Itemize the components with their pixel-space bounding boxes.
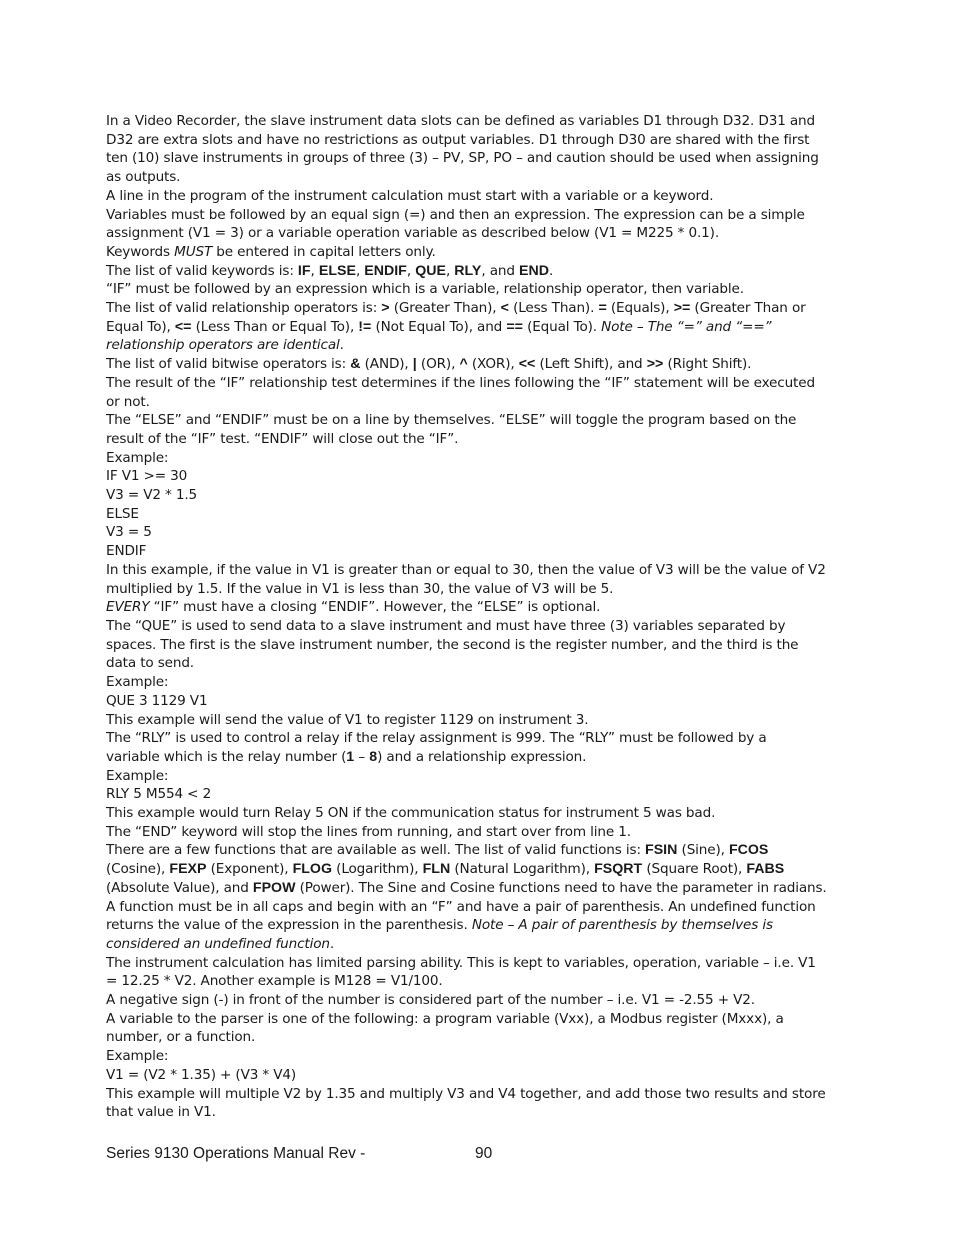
text-line bbox=[106, 131, 854, 150]
text-run: = 12.25 * V2. Another example is M128 = V1/100. bbox=[106, 973, 443, 990]
emphasis-text: EVERY bbox=[106, 599, 150, 616]
text-line bbox=[106, 336, 854, 355]
text-run: spaces. The first is the slave instrument number, the second is the register number, and the third is the bbox=[106, 636, 799, 653]
text-line bbox=[106, 804, 854, 823]
text-run: The “RLY” is used to control a relay if the relay assignment is 999. The “RLY” must be followed by a bbox=[106, 730, 767, 747]
text-line bbox=[106, 991, 854, 1010]
text-run: This example would turn Relay 5 ON if the communication status for instrument 5 was bad. bbox=[106, 805, 716, 822]
footer-manual-title: Series 9130 Operations Manual Rev - bbox=[106, 1145, 366, 1162]
text-line bbox=[106, 860, 854, 879]
text-run: ten (10) slave instruments in groups of three (3) – PV, SP, PO – and caution should be used when assigning bbox=[106, 150, 819, 167]
keyword-text: END bbox=[519, 262, 549, 279]
text-run: There are a few functions that are available as well. The list of valid functions is: bbox=[106, 842, 646, 859]
text-line bbox=[106, 523, 854, 542]
text-line bbox=[106, 561, 854, 580]
text-line bbox=[106, 636, 854, 655]
text-run: “IF” must have a closing “ENDIF”. However, the “ELSE” is optional. bbox=[149, 599, 601, 616]
text-run: In a Video Recorder, the slave instrument data slots can be defined as variables D1 through D32. D31 and bbox=[106, 113, 815, 129]
text-run: “IF” must be followed by an expression which is a variable, relationship operator, then variable. bbox=[106, 281, 744, 298]
text-line bbox=[106, 1066, 854, 1085]
text-run: that value in V1. bbox=[106, 1104, 216, 1121]
text-run: – bbox=[354, 748, 370, 765]
text-run: be entered in capital letters only. bbox=[212, 243, 436, 260]
text-line bbox=[106, 243, 854, 262]
keyword-text: 1 bbox=[346, 748, 355, 765]
text-run: V1 = (V2 * 1.35) + (V3 * V4) bbox=[106, 1066, 297, 1083]
text-run: (Less Than or Equal To), bbox=[191, 318, 359, 335]
text-line bbox=[106, 112, 854, 131]
text-run: ENDIF bbox=[106, 543, 147, 560]
text-line bbox=[106, 879, 854, 898]
text-run: The list of valid bitwise operators is: bbox=[106, 356, 351, 373]
text-run: (XOR), bbox=[467, 356, 519, 373]
text-line bbox=[106, 449, 854, 468]
body-text bbox=[106, 112, 854, 1122]
text-line bbox=[106, 505, 854, 524]
text-line bbox=[106, 224, 854, 243]
text-line bbox=[106, 318, 854, 337]
text-line bbox=[106, 1047, 854, 1066]
text-run: , bbox=[406, 262, 416, 279]
keyword-text: FSIN bbox=[645, 842, 678, 859]
keyword-text: == bbox=[506, 318, 523, 335]
text-run: The list of valid keywords is: bbox=[106, 262, 298, 279]
text-run: (Not Equal To), and bbox=[371, 318, 507, 335]
text-line bbox=[106, 748, 854, 767]
text-line bbox=[106, 374, 854, 393]
text-run: . bbox=[339, 337, 344, 354]
text-run: ELSE bbox=[106, 505, 139, 522]
text-run: . bbox=[329, 935, 335, 952]
text-run: number, or a function. bbox=[106, 1029, 256, 1046]
text-run: Equal To), bbox=[106, 318, 175, 335]
text-run: The “QUE” is used to send data to a slave instrument and must have three (3) variables separated by bbox=[106, 617, 786, 634]
keyword-text: 8 bbox=[369, 748, 378, 765]
text-line bbox=[106, 149, 854, 168]
text-line bbox=[106, 935, 854, 954]
keyword-text: != bbox=[358, 318, 372, 335]
keyword-text: <= bbox=[174, 318, 192, 335]
keyword-text: FPOW bbox=[252, 879, 296, 896]
text-run: A variable to the parser is one of the following: a program variable (Vxx), a Modbus register (Mxxx), a bbox=[106, 1010, 784, 1027]
text-run: This example will multiple V2 by 1.35 and multiply V3 and V4 together, and add those two results and store bbox=[106, 1085, 826, 1102]
text-run: Keywords bbox=[106, 243, 175, 260]
text-line bbox=[106, 467, 854, 486]
text-run: Example: bbox=[106, 449, 169, 466]
text-run: Example: bbox=[106, 674, 169, 691]
text-run: (Equals), bbox=[606, 300, 674, 317]
text-run: (Power). The Sine and Cosine functions need to have the parameter in radians. bbox=[295, 879, 827, 896]
text-run: (Greater Than), bbox=[389, 300, 501, 317]
text-line bbox=[106, 430, 854, 449]
text-run: IF V1 >= 30 bbox=[106, 468, 188, 485]
text-run: (AND), bbox=[360, 356, 413, 373]
keyword-text: QUE bbox=[415, 262, 446, 279]
emphasis-text: MUST bbox=[174, 243, 213, 260]
text-line bbox=[106, 262, 854, 281]
text-run: (Left Shift), and bbox=[535, 356, 647, 373]
text-line bbox=[106, 411, 854, 430]
text-line bbox=[106, 617, 854, 636]
keyword-text: FLN bbox=[422, 861, 451, 878]
text-run: data to send. bbox=[106, 655, 194, 672]
text-line bbox=[106, 972, 854, 991]
keyword-text: RLY bbox=[454, 262, 482, 279]
text-run: (Absolute Value), and bbox=[106, 879, 253, 896]
emphasis-text: considered an undefined function bbox=[106, 935, 330, 952]
text-run: RLY 5 M554 < 2 bbox=[106, 786, 212, 803]
text-run: V3 = V2 * 1.5 bbox=[106, 487, 198, 504]
text-line bbox=[106, 598, 854, 617]
text-run: (Logarithm), bbox=[332, 861, 423, 878]
text-run: QUE 3 1129 V1 bbox=[106, 692, 208, 709]
keyword-text: < bbox=[500, 300, 509, 317]
text-run: (Square Root), bbox=[642, 861, 747, 878]
text-run: Variables must be followed by an equal sign (=) and then an expression. The expression can be a simple bbox=[106, 206, 805, 223]
text-line bbox=[106, 1028, 854, 1047]
text-run: Example: bbox=[106, 767, 169, 784]
text-line bbox=[106, 280, 854, 299]
text-line bbox=[106, 785, 854, 804]
text-run: multiplied by 1.5. If the value in V1 is less than 30, the value of V3 will be 5. bbox=[106, 580, 614, 597]
text-run: (Less Than). bbox=[508, 300, 599, 317]
text-line bbox=[106, 673, 854, 692]
text-run: variable which is the relay number ( bbox=[106, 748, 347, 765]
text-run: as outputs. bbox=[106, 169, 181, 186]
text-line bbox=[106, 729, 854, 748]
text-line bbox=[106, 692, 854, 711]
keyword-text: IF bbox=[297, 262, 311, 279]
text-run: The result of the “IF” relationship test determines if the lines following the “IF” statement will be executed bbox=[106, 374, 815, 391]
text-line bbox=[106, 1010, 854, 1029]
text-run: (Exponent), bbox=[206, 861, 293, 878]
text-line bbox=[106, 393, 854, 412]
text-run: Example: bbox=[106, 1048, 169, 1065]
text-run: D32 are extra slots and have no restrictions as output variables. D1 through D30 are shared with the first bbox=[106, 131, 810, 148]
emphasis-text: Note – The “=” and “==” bbox=[601, 318, 772, 335]
text-run: (Natural Logarithm), bbox=[450, 861, 595, 878]
text-run: , bbox=[355, 262, 365, 279]
text-line bbox=[106, 206, 854, 225]
text-run: returns the value of the expression in the parenthesis. bbox=[106, 917, 472, 934]
text-line bbox=[106, 486, 854, 505]
text-run: The instrument calculation has limited parsing ability. This is kept to variables, operation, variable – i.e. V1 bbox=[106, 954, 816, 971]
text-run: (Right Shift). bbox=[663, 356, 752, 373]
keyword-text: FEXP bbox=[169, 861, 207, 878]
text-run: assignment (V1 = 3) or a variable operation variable as described below (V1 = M225 * 0.1). bbox=[106, 225, 719, 242]
text-line bbox=[106, 187, 854, 206]
keyword-text: = bbox=[598, 300, 607, 317]
text-line bbox=[106, 1103, 854, 1122]
keyword-text: ^ bbox=[459, 356, 468, 373]
text-line bbox=[106, 823, 854, 842]
text-run: , bbox=[310, 262, 319, 279]
text-run: In this example, if the value in V1 is greater than or equal to 30, then the value of V3 will be the value of V2 bbox=[106, 561, 826, 578]
text-line bbox=[106, 1085, 854, 1104]
keyword-text: & bbox=[350, 356, 361, 373]
text-line bbox=[106, 711, 854, 730]
keyword-text: | bbox=[412, 356, 417, 373]
text-run: The “END” keyword will stop the lines from running, and start over from line 1. bbox=[106, 823, 631, 840]
text-run: The “ELSE” and “ENDIF” must be on a line by themselves. “ELSE” will toggle the program based on the bbox=[106, 412, 797, 429]
text-line bbox=[106, 954, 854, 973]
text-run: result of the “IF” test. “ENDIF” will close out the “IF”. bbox=[106, 430, 459, 447]
text-line bbox=[106, 898, 854, 917]
text-run: (Equal To). bbox=[522, 318, 602, 335]
text-run: (Greater Than or bbox=[690, 300, 806, 317]
text-run: This example will send the value of V1 to register 1129 on instrument 3. bbox=[106, 711, 589, 728]
page-footer bbox=[106, 1145, 854, 1165]
keyword-text: FLOG bbox=[292, 861, 332, 878]
text-line bbox=[106, 767, 854, 786]
text-run: A function must be in all caps and begin with an “F” and have a pair of parenthesis. An undefined function bbox=[106, 898, 816, 915]
keyword-text: FABS bbox=[746, 861, 785, 878]
text-line bbox=[106, 580, 854, 599]
text-line bbox=[106, 542, 854, 561]
text-run: ) and a relationship expression. bbox=[377, 748, 587, 765]
text-line bbox=[106, 916, 854, 935]
keyword-text: FSQRT bbox=[594, 861, 643, 878]
keyword-text: >= bbox=[673, 300, 691, 317]
text-run: , bbox=[445, 262, 455, 279]
text-run: (OR), bbox=[416, 356, 460, 373]
emphasis-text: Note – A pair of parenthesis by themselves is bbox=[471, 917, 773, 934]
text-run: The list of valid relationship operators is: bbox=[106, 300, 382, 317]
text-run: A negative sign (-) in front of the number is considered part of the number – i.e. V1 = -2.55 + V2. bbox=[106, 992, 755, 1009]
text-run: (Sine), bbox=[677, 842, 729, 859]
text-line bbox=[106, 299, 854, 318]
text-line bbox=[106, 355, 854, 374]
text-run: . bbox=[548, 262, 554, 279]
text-line bbox=[106, 841, 854, 860]
text-run: , and bbox=[481, 262, 519, 279]
keyword-text: >> bbox=[646, 356, 664, 373]
keyword-text: ENDIF bbox=[364, 262, 407, 279]
keyword-text: ELSE bbox=[318, 262, 356, 279]
footer-page-number: 90 bbox=[475, 1145, 493, 1162]
text-run: or not. bbox=[106, 393, 150, 410]
text-run: (Cosine), bbox=[106, 861, 170, 878]
keyword-text: > bbox=[381, 300, 390, 317]
text-line bbox=[106, 654, 854, 673]
emphasis-text: relationship operators are identical bbox=[106, 337, 340, 354]
keyword-text: << bbox=[518, 356, 536, 373]
text-run: V3 = 5 bbox=[106, 524, 152, 541]
text-line bbox=[106, 168, 854, 187]
keyword-text: FCOS bbox=[728, 842, 769, 859]
text-run: A line in the program of the instrument calculation must start with a variable or a keyword. bbox=[106, 187, 714, 204]
